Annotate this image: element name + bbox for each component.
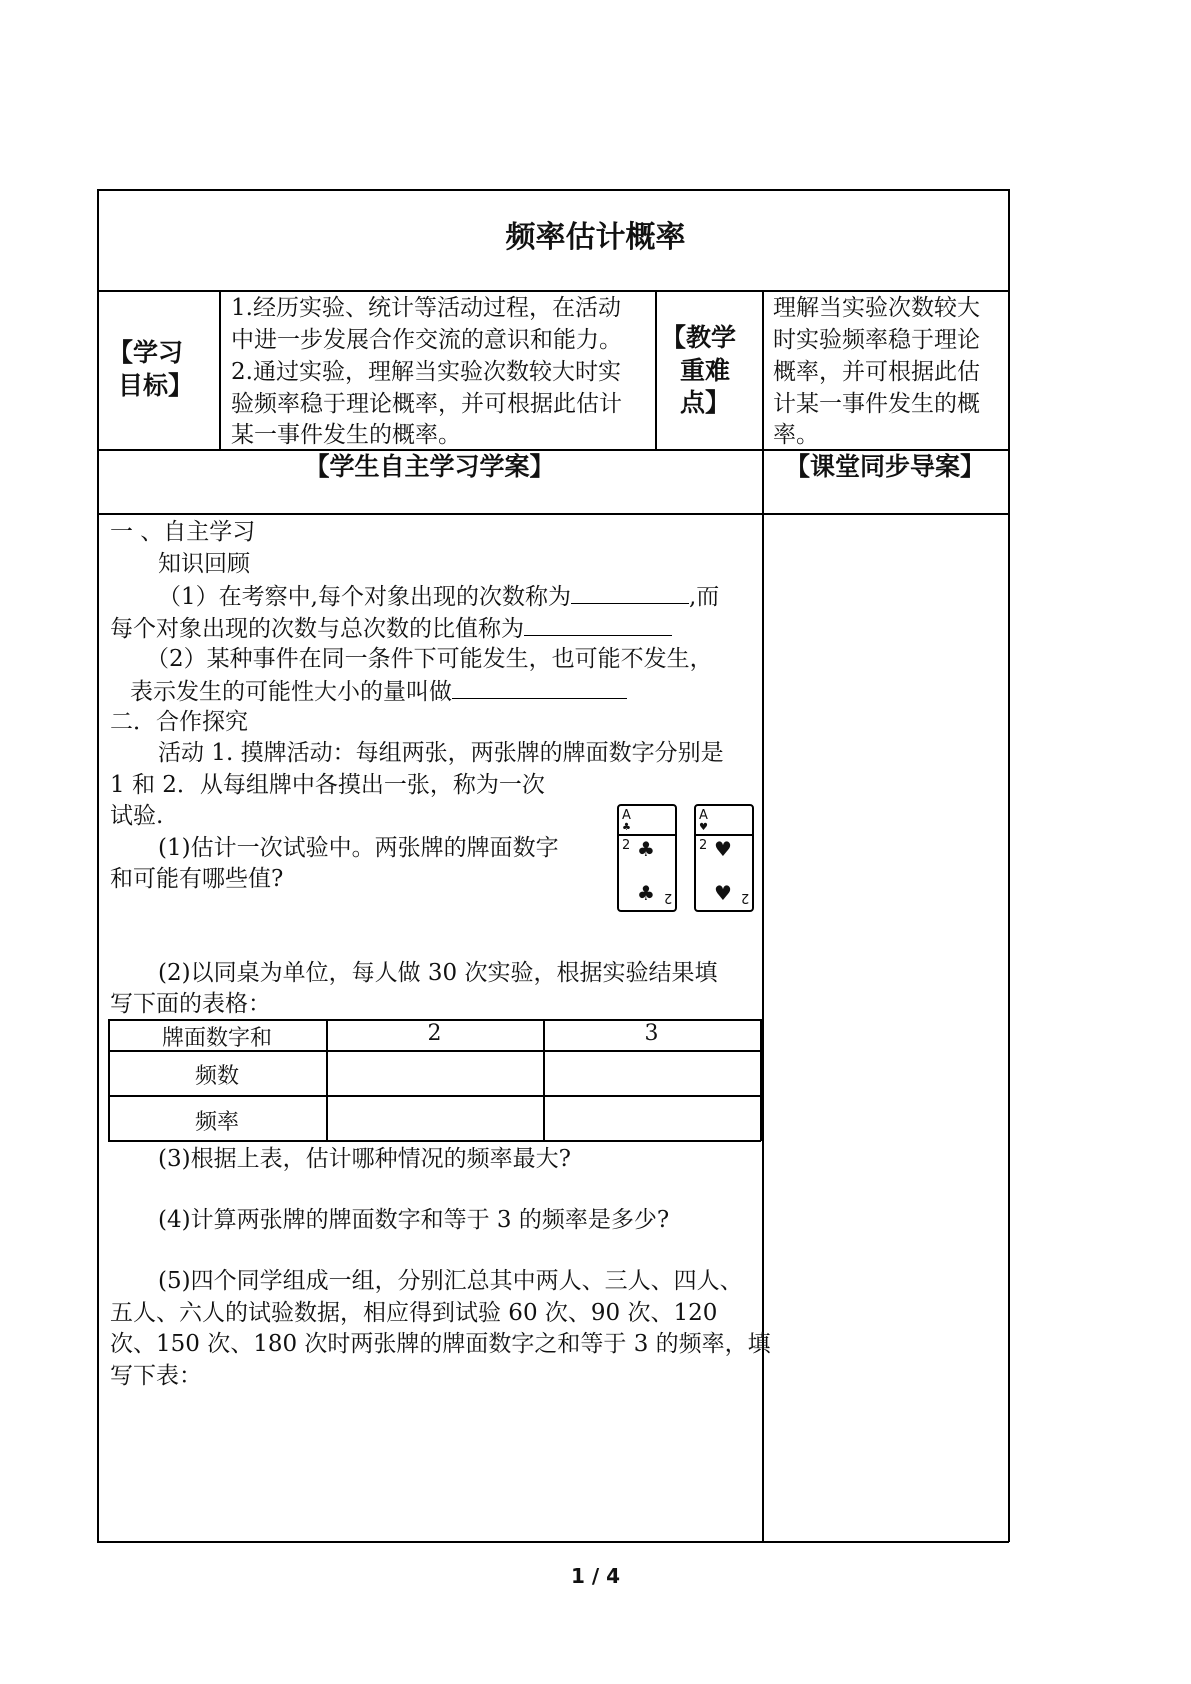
activity-1-line2: 1 和 2．从每组牌中各摸出一张，称为一次 (110, 772, 545, 798)
card-clubs-rank-inverted: 2 (663, 890, 672, 905)
table-border-right (760, 1019, 762, 1141)
goals-text-line4: 验频率稳于理论概率，并可根据此估计 (231, 391, 622, 417)
frame-left (97, 189, 99, 1542)
key-text-line3: 概率，并可根据此估 (773, 359, 980, 385)
review-heading: 知识回顾 (158, 551, 250, 577)
part-2-line1: (2)以同桌为单位，每人做 30 次实验，根据实验结果填 (158, 960, 718, 986)
table-row-label-count: 频数 (194, 1064, 239, 1089)
table-cell-count-2[interactable] (326, 1059, 543, 1089)
table-cell-frequency-3[interactable] (543, 1105, 760, 1135)
activity-1-line3: 试验. (110, 803, 164, 829)
club-icon: ♣ (637, 881, 655, 905)
key-label-line1: 【教学 (661, 323, 737, 352)
table-cell-frequency-2[interactable] (326, 1105, 543, 1135)
section-2-heading: 二．合作探究 (110, 709, 248, 735)
goals-label-line1: 【学习 (108, 338, 184, 367)
question-1-text2: 每个对象出现的次数与总次数的比值称为 (110, 616, 524, 642)
goals-text-line1: 1.经历实验、统计等活动过程，在活动 (231, 295, 621, 321)
card-hearts-rank-inverted: 2 (740, 890, 749, 905)
frame-bottom (97, 1541, 1009, 1543)
goals-text-line2: 中进一步发展合作交流的意识和能力。 (231, 327, 622, 353)
frequency-table (108, 1019, 762, 1142)
divider-goals-text (655, 290, 657, 450)
club-small-icon: ♣ (622, 822, 631, 833)
part-1-line1: (1)估计一次试验中。两张牌的牌面数字 (158, 835, 559, 861)
table-header-3: 3 (644, 1021, 659, 1046)
key-label-line2: 重难 (680, 356, 731, 385)
part-5-line3: 次、150 次、180 次时两张牌的牌面数字之和等于 3 的频率，填 (110, 1331, 771, 1357)
blank-frequency-ratio[interactable] (524, 611, 672, 636)
table-row-label-frequency: 频率 (194, 1110, 239, 1135)
table-header-sum: 牌面数字和 (161, 1026, 272, 1051)
table-rule-2 (108, 1095, 761, 1097)
heart-icon: ♥ (714, 881, 732, 905)
club-icon: ♣ (637, 837, 655, 861)
card-hearts-top-rank: A (699, 808, 708, 823)
part-2-line2: 写下面的表格： (110, 991, 271, 1017)
page-number: 1 / 4 (570, 1564, 621, 1588)
divider-goals (219, 290, 221, 450)
page-title: 频率估计概率 (505, 220, 686, 255)
table-border-bottom (108, 1140, 761, 1142)
question-1-end: ,而 (688, 584, 720, 610)
frame-top (97, 189, 1009, 191)
question-2-text2: 表示发生的可能性大小的量叫做 (130, 679, 452, 705)
question-2-line2 (130, 674, 627, 708)
part-3: (3)根据上表，估计哪种情况的频率最大? (158, 1146, 571, 1172)
heart-icon: ♥ (714, 837, 732, 861)
rule-section-bottom (97, 513, 1009, 515)
question-1-text: （1）在考察中,每个对象出现的次数称为 (158, 584, 571, 610)
card-clubs-top-rank: A (622, 808, 631, 823)
class-heading: 【课堂同步导案】 (784, 452, 985, 481)
card-hearts-rank: 2 (699, 838, 708, 853)
heart-small-icon: ♥ (699, 822, 708, 833)
blank-frequency-count[interactable] (571, 579, 689, 604)
key-text-line1: 理解当实验次数较大 (773, 295, 980, 321)
goals-text-line5: 某一事件发生的概率。 (231, 422, 461, 448)
part-5-line2: 五人、六人的试验数据，相应得到试验 60 次、90 次、120 (110, 1300, 718, 1326)
card-clubs-rank: 2 (622, 838, 631, 853)
blank-probability[interactable] (452, 674, 627, 699)
question-1-line1 (158, 579, 719, 613)
playing-card-hearts (694, 804, 754, 912)
question-2-line1: （2）某种事件在同一条件下可能发生，也可能不发生， (146, 646, 713, 672)
key-label-line3: 点】 (680, 388, 731, 417)
part-4: (4)计算两张牌的牌面数字和等于 3 的频率是多少? (158, 1207, 670, 1233)
key-text-line4: 计某一事件发生的概 (773, 391, 980, 417)
activity-1-line1: 活动 1. 摸牌活动：每组两张，两张牌的牌面数字分别是 (158, 740, 724, 766)
goals-text-line3: 2.通过实验，理解当实验次数较大时实 (231, 359, 621, 385)
goals-label-line2: 目标】 (118, 371, 194, 400)
key-text-line5: 率。 (773, 422, 819, 448)
part-1-line2: 和可能有哪些值? (110, 866, 284, 892)
key-text-line2: 时实验频率稳于理论 (773, 327, 980, 353)
table-header-2: 2 (427, 1021, 442, 1046)
student-heading: 【学生自主学习学案】 (304, 452, 555, 481)
frame-right (1008, 189, 1010, 1542)
part-5-line4: 写下表： (110, 1363, 202, 1389)
question-1-line2 (110, 611, 672, 645)
section-1-heading: 一 、自主学习 (110, 519, 256, 545)
table-cell-count-3[interactable] (543, 1059, 760, 1089)
part-5-line1: (5)四个同学组成一组，分别汇总其中两人、三人、四人、 (158, 1268, 743, 1294)
playing-card-clubs (617, 804, 677, 912)
